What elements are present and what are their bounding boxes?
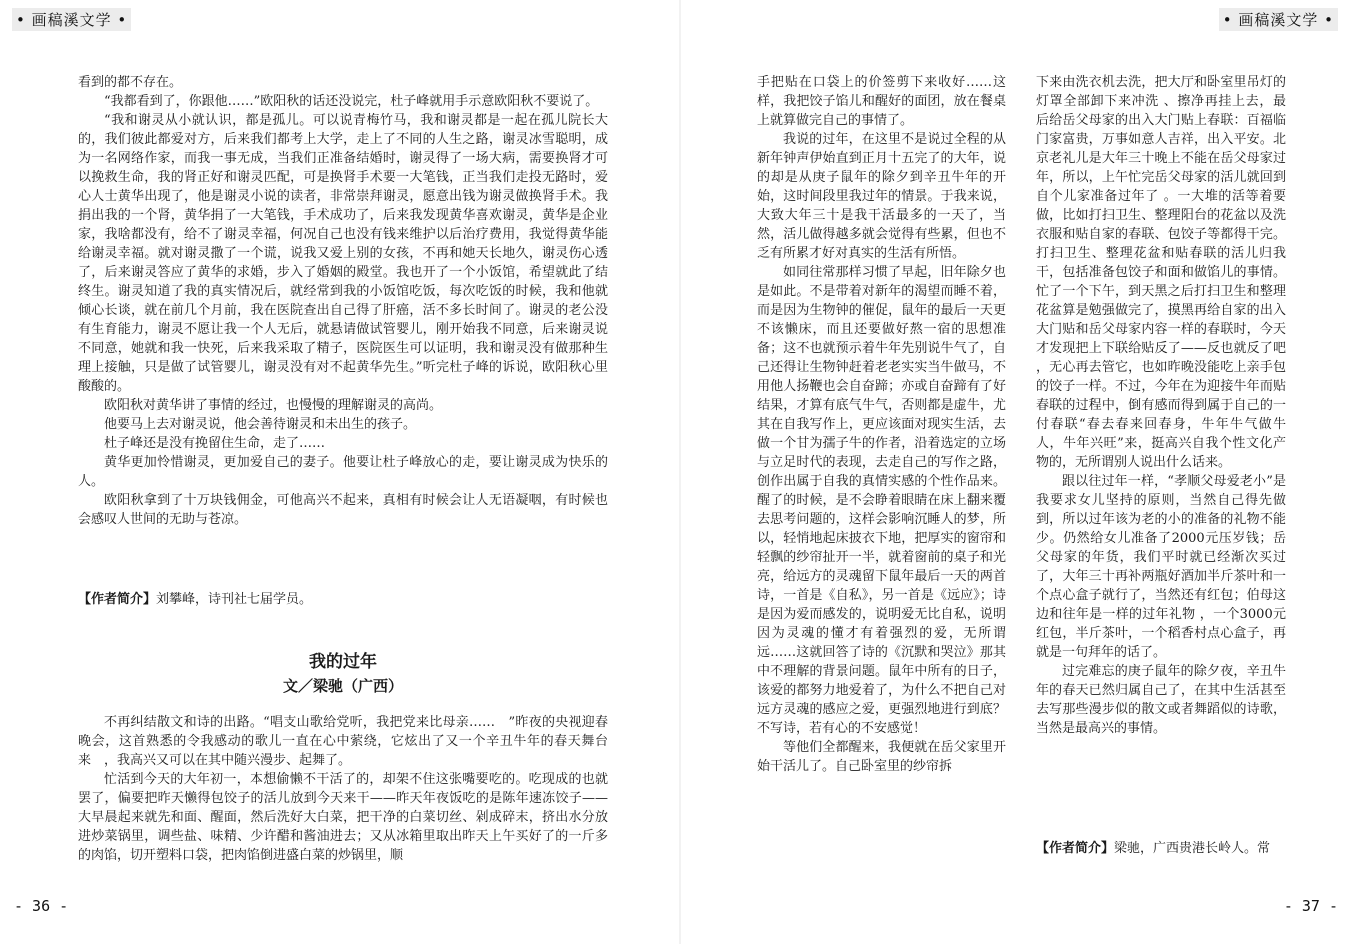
page-number-right: - 37 - [1283,897,1338,915]
paragraph: 我说的过年，在这里不是说过全程的从新年钟声伊始直到正月十五完了的大年，说的却是从庚子鼠年的除夕到辛丑牛年的开始，这时间段里我过年的情景。于我来说，大致大年三十是我干活最多的一天了，当然，活儿做得越多就会觉得有些累，但也不乏有所累才好对真实的生活有所悟。 [757,132,1006,261]
paragraph: “我都看到了，你跟他……”欧阳秋的话还没说完，杜子峰就用手示意欧阳秋不要说了。 [104,94,599,109]
paragraph: 如同往常那样习惯了早起，旧年除夕也是如此。不是带着对新年的渴望而睡不着，而是因为生物钟的催促，鼠年的最后一天更不该懒床，而且还要做好熬一宿的思想准备；这不也就预示着牛年先别说牛气了，自己还得让生物钟赶着老老实实当牛做马，不用他人扬鞭也会自奋蹄；亦或自奋蹄有了好结果，才算有底气牛气，否则都是虚牛，尤其在自我写作上，更应该面对现实生活，去做一个甘为孺子牛的作者，沿着选定的立场与立足时代的表现，去走自己的写作之路，创作出属于自我的真情实感的个性作品来。醒了的时候，是不会睁着眼睛在床上翻来覆去思考问题的，这样会影响沉睡人的梦，所以，轻悄地起床披衣下地，把厚实的窗帘和轻飘的纱帘扯开一半，就着窗前的桌子和光亮，给远方的灵魂留下鼠年最后一天的两首诗，一首是《自私》，另一首是《远应》；诗是因为爱而感发的，说明爱无比自私，说明因为灵魂的懂才有着强烈的爱，无所谓远……这就回答了诗的《沉默和哭泣》那其中不理解的背景问题。鼠年中所有的日子，该爱的都努力地爱着了，为什么不把自己对远方灵魂的感应之爱，更强烈地进行到底？不写诗，若有心的不安感觉！ [757,265,1006,736]
paragraph: 下来由洗衣机去洗，把大厅和卧室里吊灯的灯罩全部卸下来冲洗 、擦净再挂上去，最后给岳父母家的出入大门贴上春联：百福临门家富贵，万事如意人吉祥，出入平安。北京老礼儿是大年三十晚上不能在岳父母家过年，所以，上午忙完岳父母家的活儿就回到自个儿家准备过年了 。一大堆的活等着要做，比如打扫卫生、整理阳台的花盆以及洗衣服和贴自家的春联、包饺子等都得干完。打扫卫生、整理花盆和贴春联的活儿归我干，包括准备包饺子和面和做馅儿的事情。忙了一个下午，到天黑之后打扫卫生和整理花盆算是勉强做完了，摸黑再给自家的出入大门贴和岳父母家内容一样的春联时，今天才发现把上下联给贴反了——反也就反了吧 ，无心再去管它，也如昨晚没能吃上亲手包的饺子一样。不过，今年在为迎接牛年而贴春联的过程中，倒有感而得到属于自己的一付春联“春去春来回春身，牛年牛气做牛人，牛年兴旺”来，挺高兴自我个性文化产物的，无所谓别人说出什么话来。 [1036,75,1286,470]
paragraph: 忙活到今天的大年初一，本想偷懒不干活了的，却架不住这张嘴要吃的。吃现成的也就罢了，偏要把昨天懒得包饺子的活儿放到今天来干——昨天年夜饭吃的是陈年速冻饺子——大早晨起来就先和面、醒面，然后洗好大白菜，把干净的白菜切丝、剁成碎末，挤出水分放进炒菜锅里，调些盐、味精、少许醋和酱油进去；又从冰箱里取出昨天上午买好了的一斤多的肉馅，切开塑料口袋，把肉馅倒进盛白菜的炒锅里，顺 [78,772,608,863]
page-gutter [679,0,681,944]
paragraph: 他要马上去对谢灵说，他会善待谢灵和未出生的孩子。 [104,417,417,432]
paragraph: 欧阳秋对黄华讲了事情的经过，也慢慢的理解谢灵的高尚。 [104,398,443,413]
left-author-note-text: 刘攀峰，诗刊社七届学员。 [156,592,313,607]
right-author-note-text: 梁驰，广西贵港长岭人。常 [1114,841,1271,856]
paragraph: 杜子峰还是没有挽留住生命，走了…… [104,436,326,451]
paragraph: 手把贴在口袋上的价签剪下来收好……这样，我把饺子馅儿和醒好的面团，放在餐桌上就算做完自己的事情了。 [757,75,1006,128]
paragraph: “我和谢灵从小就认识，都是孤儿。可以说青梅竹马，我和谢灵都是一起在孤儿院长大的，我们彼此都爱对方，后来我们都考上大学，走上了不同的人生之路，谢灵冰雪聪明，成为一名网络作家，而我一事无成，当我们正准备结婚时，谢灵得了一场大病，需要换肾才可以挽救生命，我的肾正好和谢灵匹配，可是换肾手术要一大笔钱，正当我们走投无路时，爱心人士黄华出现了，他是谢灵小说的读者，非常崇拜谢灵，愿意出钱为谢灵做换肾手术。我捐出我的一个肾，黄华捐了一大笔钱，手术成功了，后来我发现黄华喜欢谢灵，黄华是企业家，我啥都没有，给不了谢灵幸福，何况自己也没有钱来维护以后治疗费用，我觉得黄华能给谢灵幸福。就对谢灵撒了一个谎，说我又爱上别的女孩，不再和她天长地久，谢灵伤心透了，后来谢灵答应了黄华的求婚，步入了婚姻的殿堂。我也开了一个小饭馆，希望就此了结终生。谢灵知道了我的真实情况后，就经常到我的小饭馆吃饭，每次吃饭的时候，我和他就倾心长谈，就在前几个月前，我在医院查出自己得了肝癌，活不多长时间了。谢灵的老公没有生育能力，谢灵不愿让我一个人无后，就悬请做试管婴儿，刚开始我不同意，后来谢灵说不同意，她就和我一快死，后来我采取了精子，医院医生可以证明，我和谢灵没有做那种生理上接触，只是做了试管婴儿，谢灵没有对不起黄华先生。”听完杜子峰的诉说，欧阳秋心里酸酸的。 [78,113,608,394]
left-column-article-start [78,713,608,865]
paragraph: 等他们全都醒来，我便就在岳父家里开始干活儿了。自己卧室里的纱帘拆 [757,740,1006,774]
paragraph: 不再纠结散文和诗的出路。“唱支山歌给党听，我把党来比母亲…… ”昨夜的央视迎春晚会，这首熟悉的令我感动的歌儿一直在心中萦绕，它炫出了又一个辛丑牛年的春天舞台来 ，我高兴又可以在其中随兴漫步、起舞了。 [78,715,608,768]
article-heading [78,650,608,698]
paragraph: 欧阳秋拿到了十万块钱佣金，可他高兴不起来，真相有时候会让人无语凝咽，有时候也会感叹人世间的无助与苍凉。 [78,493,608,527]
left-column-story-end [78,73,608,529]
paragraph: 看到的都不存在。 [78,75,183,90]
article-title: 我的过年 [309,652,377,672]
paragraph: 黄华更加怜惜谢灵，更加爱自己的妻子。他要让杜子峰放心的走，要让谢灵成为快乐的人。 [78,455,608,489]
right-page-column-2 [1036,73,1286,738]
paragraph: 跟以往过年一样，“孝顺父母爱老小”是我要求女儿坚持的原则，当然自己得先做到，所以过年该为老的小的准备的礼物不能少。仍然给女儿准备了2000元压岁钱；岳父母家的年货，我们平时就已经渐次买过了，大年三十再补两瓶好酒加半斤茶叶和一个点心盒子就行了，当然还有红包；伯母这边和往年是一样的过年礼物 ，一个3000元红包，半斤茶叶，一个稻香村点心盒子，再就是一句拜年的话了。 [1036,474,1286,660]
header-right: • 画稿溪文学 • [1219,8,1338,31]
header-left: • 画稿溪文学 • [12,8,131,31]
right-page-column-1 [757,73,1006,776]
left-author-note-block [78,590,608,609]
paragraph: 过完难忘的庚子鼠年的除夕夜，辛丑牛年的春天已然归属自己了，在其中生活甚至去写那些漫步似的散文或者舞蹈似的诗歌，当然是最高兴的事情。 [1036,664,1286,736]
page-number-left: - 36 - [14,897,69,915]
right-author-note-block [1036,839,1286,858]
right-author-note-label: 【作者简介】 [1036,841,1115,856]
article-byline: 文／梁驰（广西） [282,677,403,695]
left-author-note-label: 【作者简介】 [78,592,157,607]
